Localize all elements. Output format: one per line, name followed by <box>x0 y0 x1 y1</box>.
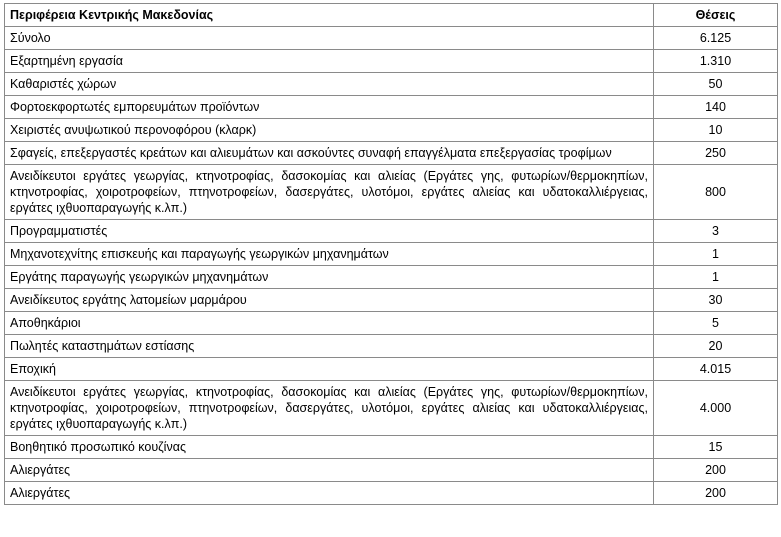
table-row <box>5 358 778 381</box>
table-header <box>5 4 778 27</box>
row-label: Αποθηκάριοι <box>5 312 654 335</box>
table-row <box>5 220 778 243</box>
table-row <box>5 165 778 220</box>
row-label: Προγραμματιστές <box>5 220 654 243</box>
table-row <box>5 243 778 266</box>
row-label: Σφαγείς, επεξεργαστές κρεάτων και αλιευμάτων και ασκούντες συναφή επαγγέλματα επεξεργασίας τροφίμων <box>5 142 654 165</box>
table-row <box>5 381 778 436</box>
row-value: 1 <box>654 266 778 289</box>
row-label: Σύνολο <box>5 27 654 50</box>
row-value: 10 <box>654 119 778 142</box>
row-label: Χειριστές ανυψωτικού περονοφόρου (κλαρκ) <box>5 119 654 142</box>
table-row <box>5 96 778 119</box>
row-label: Ανειδίκευτος εργάτης λατομείων μαρμάρου <box>5 289 654 312</box>
row-label: Πωλητές καταστημάτων εστίασης <box>5 335 654 358</box>
row-value: 250 <box>654 142 778 165</box>
table-row <box>5 50 778 73</box>
row-label: Φορτοεκφορτωτές εμπορευμάτων προϊόντων <box>5 96 654 119</box>
row-label: Καθαριστές χώρων <box>5 73 654 96</box>
row-value: 140 <box>654 96 778 119</box>
row-label: Αλιεργάτες <box>5 482 654 505</box>
row-label: Εξαρτημένη εργασία <box>5 50 654 73</box>
table-row <box>5 312 778 335</box>
table-row <box>5 459 778 482</box>
row-label: Αλιεργάτες <box>5 459 654 482</box>
row-label: Βοηθητικό προσωπικό κουζίνας <box>5 436 654 459</box>
table-header-row <box>5 4 778 27</box>
row-label: Εποχική <box>5 358 654 381</box>
row-label: Μηχανοτεχνίτης επισκευής και παραγωγής γεωργικών μηχανημάτων <box>5 243 654 266</box>
row-value: 4.015 <box>654 358 778 381</box>
row-value: 4.000 <box>654 381 778 436</box>
row-value: 5 <box>654 312 778 335</box>
row-value: 30 <box>654 289 778 312</box>
row-value: 6.125 <box>654 27 778 50</box>
positions-table <box>4 3 778 505</box>
table-row <box>5 266 778 289</box>
table-row <box>5 73 778 96</box>
row-value: 800 <box>654 165 778 220</box>
row-value: 1 <box>654 243 778 266</box>
table-row <box>5 289 778 312</box>
table-row <box>5 27 778 50</box>
row-label: Ανειδίκευτοι εργάτες γεωργίας, κτηνοτροφίας, δασοκομίας και αλιείας (Εργάτες γης, φυτωρίων/θερμοκηπίων, κτηνοτροφίας, χοιροτροφείων, πτηνοτροφείων, δασεργάτες, υλοτόμοι, εργάτες αλιείας και υδατοκαλλιέργειας, εργάτες ιχθυοπαραγωγής κ.λπ.) <box>5 381 654 436</box>
table-body <box>5 27 778 505</box>
row-value: 3 <box>654 220 778 243</box>
row-value: 200 <box>654 459 778 482</box>
table-row <box>5 482 778 505</box>
row-value: 15 <box>654 436 778 459</box>
column-header-positions: Θέσεις <box>654 4 778 27</box>
row-value: 50 <box>654 73 778 96</box>
row-value: 1.310 <box>654 50 778 73</box>
row-value: 20 <box>654 335 778 358</box>
row-label: Εργάτης παραγωγής γεωργικών μηχανημάτων <box>5 266 654 289</box>
table-row <box>5 119 778 142</box>
row-label: Ανειδίκευτοι εργάτες γεωργίας, κτηνοτροφίας, δασοκομίας και αλιείας (Εργάτες γης, φυτωρίων/θερμοκηπίων, κτηνοτροφίας, χοιροτροφείων, πτηνοτροφείων, δασεργάτες, υλοτόμοι, εργάτες αλιείας και υδατοκαλλιέργειας, εργάτες ιχθυοπαραγωγής κ.λπ.) <box>5 165 654 220</box>
table-row <box>5 142 778 165</box>
table-row <box>5 335 778 358</box>
table-row <box>5 436 778 459</box>
row-value: 200 <box>654 482 778 505</box>
column-header-region: Περιφέρεια Κεντρικής Μακεδονίας <box>5 4 654 27</box>
